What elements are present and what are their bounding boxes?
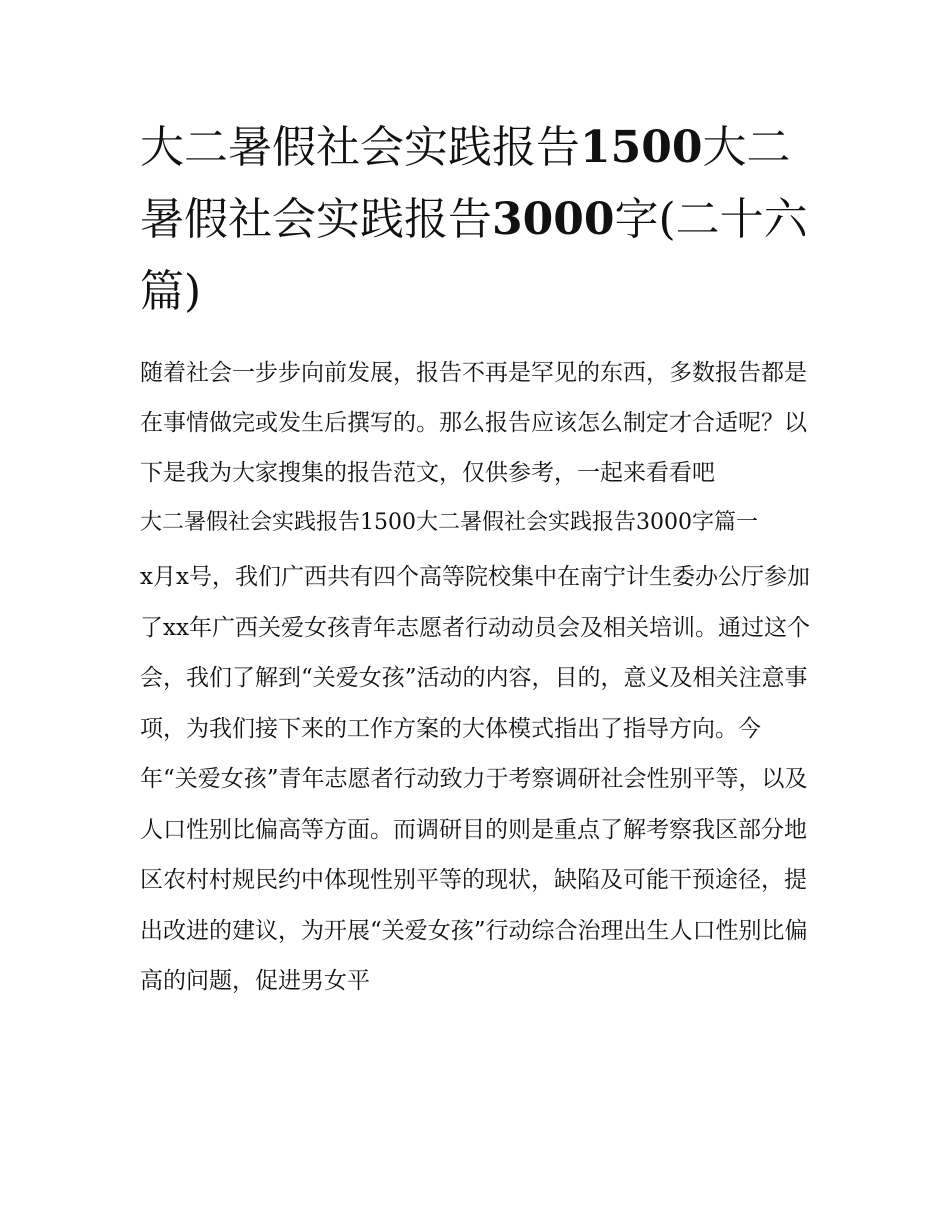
title-text-part-2: 大二暑假社会实践报告 (140, 122, 791, 245)
title-text-part-1: 大二暑假社会实践报告 (140, 122, 580, 173)
intro-paragraph: 随着社会一步步向前发展，报告不再是罕见的东西，多数报告都是在事情做完或发生后撰写的。那么报告应该怎么制定才合适呢？以下是我为大家搜集的报告范文，仅供参考，一起来看看吧 (140, 360, 807, 486)
body-paragraph: x月x号，我们广西共有四个高等院校集中在南宁计生委办公厅参加了xx年广西关爱女孩青年志愿者行动动员会及相关培训。通过这个会，我们了解到“关爱女孩”活动的内容，目的，意义及相关注意事项，为我们接下来的工作方案的大体模式指出了指导方向。今年“关爱女孩”青年志愿者行动致力于考察调研社会性别平等，以及人口性别比偏高等方面。而调研目的则是重点了解考察我区部分地区农村村规民约中体现性别平等的现状，缺陷及可能干预途径，提出改进的建议，为开展“关爱女孩”行动综合治理出生人口性别比偏高的问题，促进男女平 (140, 564, 810, 994)
document-content (140, 112, 812, 1007)
section-heading: 大二暑假社会实践报告1500大二暑假社会实践报告3000字篇一 (140, 510, 758, 535)
title-number-3000: 3000 (492, 194, 615, 245)
document-title (140, 112, 812, 328)
title-number-1500: 1500 (580, 122, 703, 173)
title-text-part-3: 字(二十六篇) (140, 194, 808, 317)
